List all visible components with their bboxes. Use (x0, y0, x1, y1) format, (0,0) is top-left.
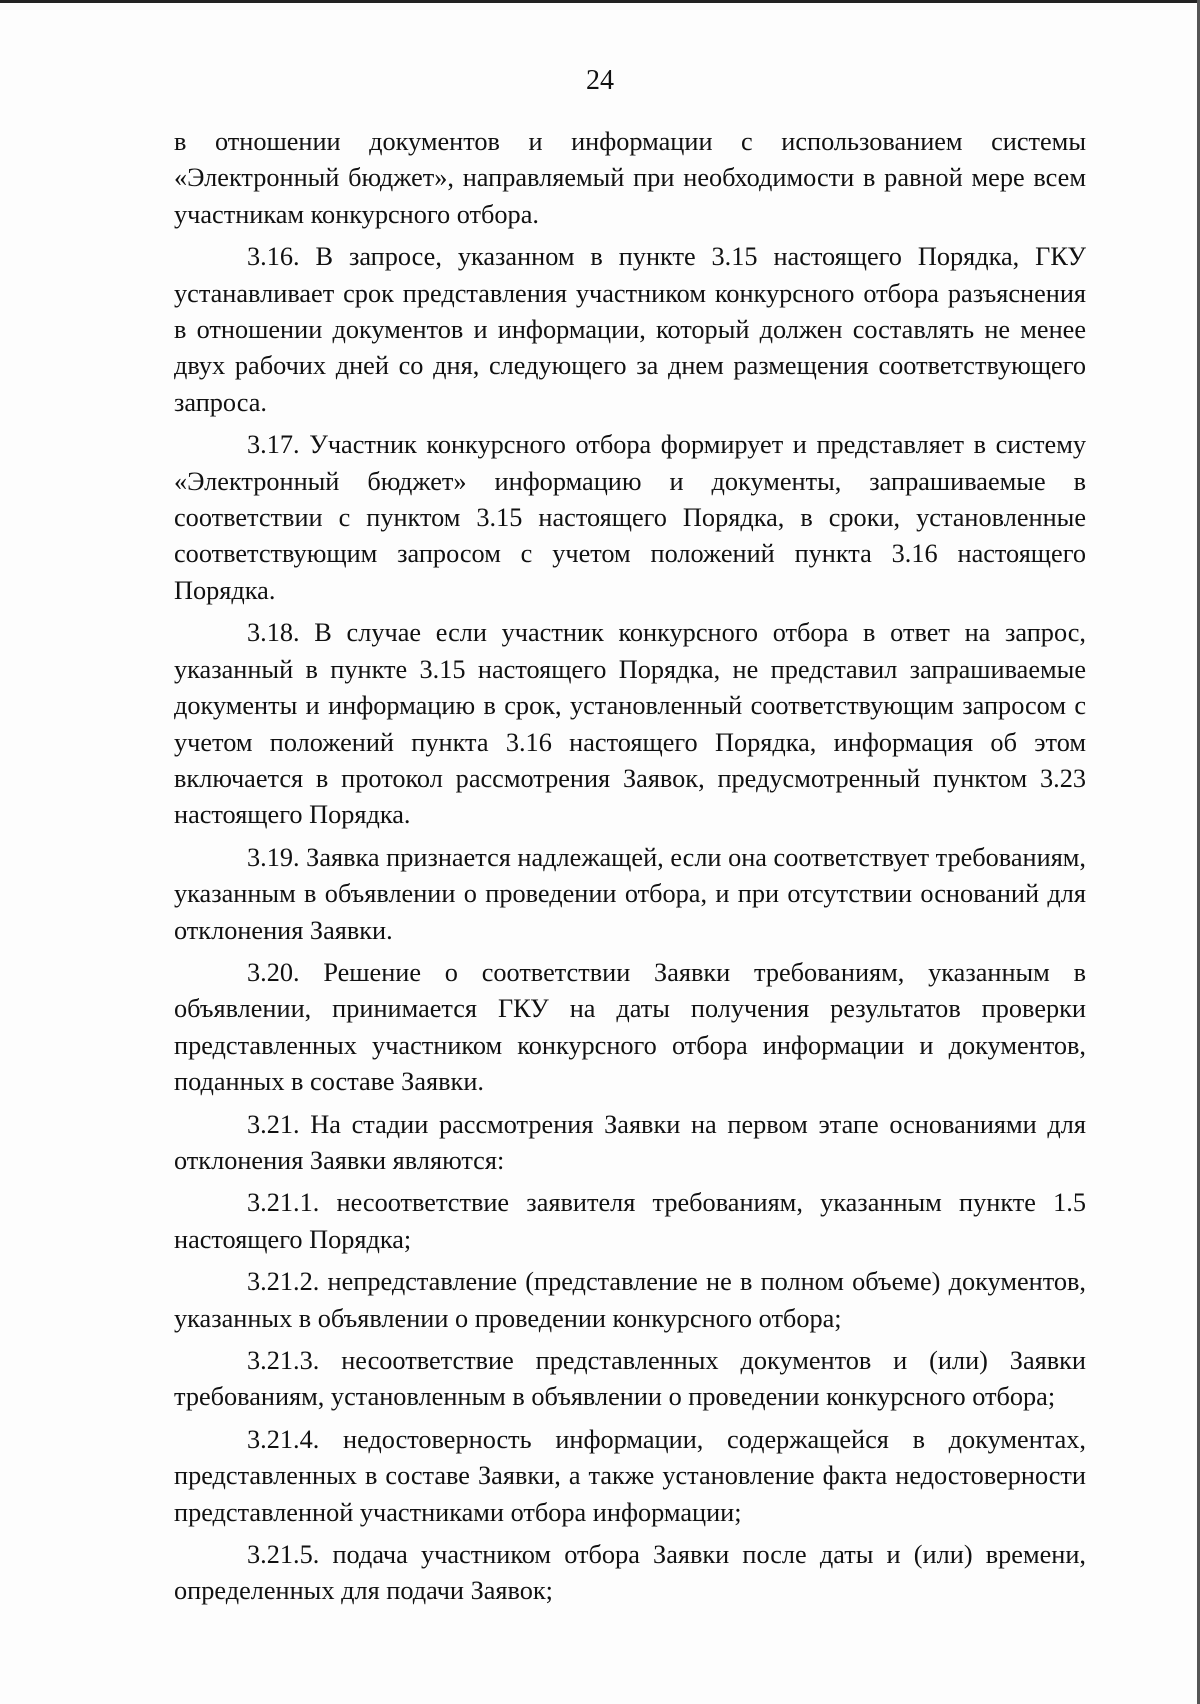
paragraph-3-21-4: 3.21.4. недостоверность информации, содержащейся в документах, представленных в составе Заявки, а также установление факта недостоверности представленной участниками отбора информации; (174, 1424, 1086, 1527)
paragraph-3-17: 3.17. Участник конкурсного отбора формирует и представляет в систему «Электронный бюджет» информацию и документы, запрашиваемые в соответствии с пунктом 3.15 настоящего Порядка, в сроки, установленные соответствующим запросом с учетом положений пункта 3.16 настоящего Порядка. (174, 430, 1086, 605)
paragraph-3-21-5: 3.21.5. подача участником отбора Заявки после даты и (или) времени, определенных для подачи Заявок; (174, 1540, 1086, 1606)
page-number: 24 (586, 65, 614, 96)
paragraph-3-21-1: 3.21.1. несоответствие заявителя требованиям, указанным пункте 1.5 настоящего Порядка; (174, 1188, 1086, 1254)
paragraph-3-21-2: 3.21.2. непредставление (представление не в полном объеме) документов, указанных в объявлении о проведении конкурсного отбора; (174, 1267, 1086, 1333)
document-body (174, 124, 1086, 1610)
paragraph-continuation: в отношении документов и информации с использованием системы «Электронный бюджет», направляемый при необходимости в равной мере всем участникам конкурсного отбора. (174, 127, 1086, 229)
paragraph-3-20: 3.20. Решение о соответствии Заявки требованиям, указанным в объявлении, принимается ГКУ на даты получения результатов проверки представленных участником конкурсного отбора информации и документов, поданных в составе Заявки. (174, 957, 1086, 1097)
page-top-edge (0, 0, 1200, 3)
paragraph-3-21-3: 3.21.3. несоответствие представленных документов и (или) Заявки требованиям, установленным в объявлении о проведении конкурсного отбора; (174, 1346, 1086, 1412)
paragraph-3-18: 3.18. В случае если участник конкурсного отбора в ответ на запрос, указанный в пункте 3.15 настоящего Порядка, не представил запрашиваемые документы и информацию в срок, установленный соответствующим запросом с учетом положений пункта 3.16 настоящего Порядка, информация об этом включается в протокол рассмотрения Заявок, предусмотренный пунктом 3.23 настоящего Порядка. (174, 618, 1086, 830)
paragraph-3-16: 3.16. В запросе, указанном в пункте 3.15 настоящего Порядка, ГКУ устанавливает срок представления участником конкурсного отбора разъяснения в отношении документов и информации, который должен составлять не менее двух рабочих дней со дня, следующего за днем размещения соответствующего запроса. (174, 242, 1086, 417)
paragraph-3-21: 3.21. На стадии рассмотрения Заявки на первом этапе основаниями для отклонения Заявки являются: (174, 1109, 1086, 1175)
paragraph-3-19: 3.19. Заявка признается надлежащей, если она соответствует требованиям, указанным в объявлении о проведении отбора, и при отсутствии оснований для отклонения Заявки. (174, 842, 1086, 945)
